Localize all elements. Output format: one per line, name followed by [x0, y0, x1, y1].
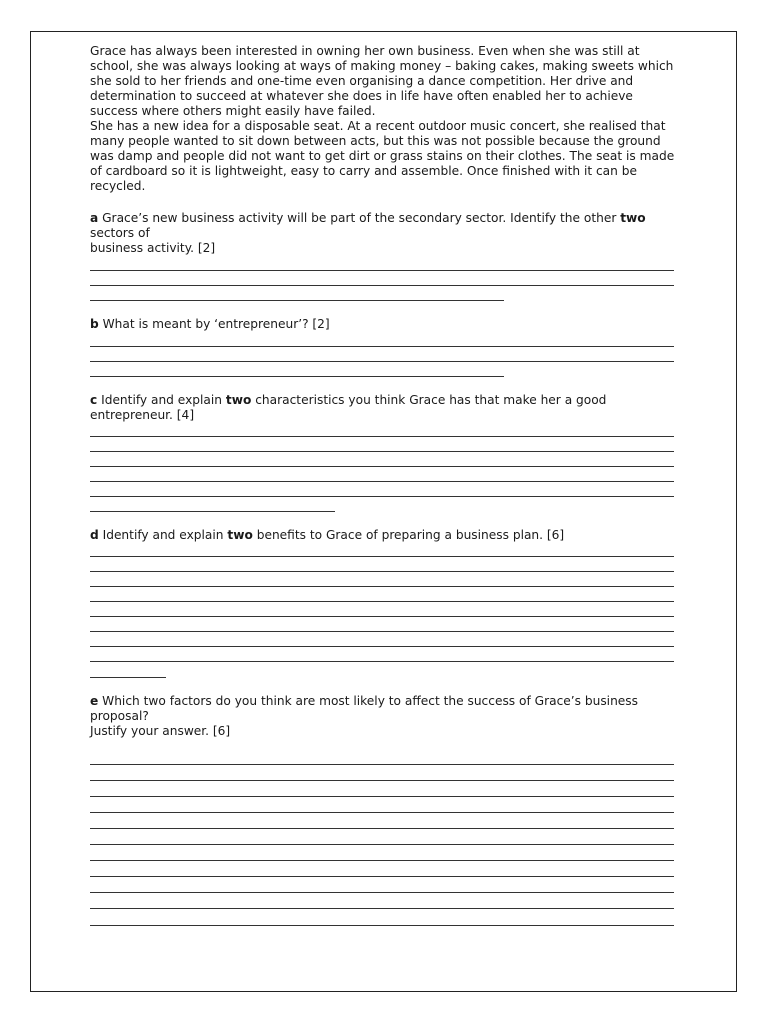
- question-letter: b: [90, 317, 99, 331]
- answer-line[interactable]: [90, 496, 674, 497]
- question-text: sectors of: [90, 226, 150, 240]
- question-emphasis: two: [225, 393, 252, 407]
- answer-line[interactable]: [90, 285, 674, 286]
- answer-line[interactable]: [90, 556, 674, 557]
- answer-line[interactable]: [90, 346, 674, 347]
- answer-line[interactable]: [90, 436, 674, 437]
- intro-text: [90, 44, 680, 194]
- question-text-line2: business activity. [2]: [90, 241, 216, 255]
- question-d: [90, 528, 680, 543]
- question-a: [90, 211, 680, 256]
- answer-line[interactable]: [90, 571, 674, 572]
- intro-paragraph-2: She has a new idea for a disposable seat. At a recent outdoor music concert, she realised that many people wanted to sit down between acts, but this was not possible because the ground was damp and people did not want to get dirt or grass stains on their clothes. The seat is made of cardboard so it is lightweight, easy to carry and assemble. Once finished with it can be recycled.: [90, 119, 675, 193]
- answer-line[interactable]: [90, 646, 674, 647]
- answer-line[interactable]: [90, 677, 166, 678]
- answer-line[interactable]: [90, 601, 674, 602]
- question-text: Identify and explain: [98, 528, 228, 542]
- question-text: Identify and explain: [97, 393, 226, 407]
- question-emphasis: two: [620, 211, 646, 225]
- answer-line[interactable]: [90, 844, 674, 845]
- answer-line[interactable]: [90, 860, 674, 861]
- answer-line[interactable]: [90, 511, 335, 512]
- question-b: [90, 317, 680, 332]
- question-text: Which two factors do you think are most likely to affect the success of Grace’s business proposal?: [90, 694, 638, 723]
- question-letter: a: [90, 211, 99, 225]
- question-letter: e: [90, 694, 99, 708]
- answer-line[interactable]: [90, 270, 674, 271]
- question-text: benefits to Grace of preparing a business plan. [6]: [252, 528, 565, 542]
- answer-line[interactable]: [90, 466, 674, 467]
- question-text: Grace’s new business activity will be part of the secondary sector. Identify the other: [98, 211, 621, 225]
- question-text: What is meant by ‘entrepreneur’? [2]: [98, 317, 330, 331]
- answer-line[interactable]: [90, 892, 674, 893]
- question-e: [90, 694, 680, 739]
- answer-line[interactable]: [90, 764, 674, 765]
- answer-line[interactable]: [90, 300, 504, 301]
- question-text-line2: Justify your answer. [6]: [90, 724, 231, 738]
- answer-line[interactable]: [90, 631, 674, 632]
- answer-line[interactable]: [90, 876, 674, 877]
- question-text: characteristics you think Grace has that make her a good entrepreneur. [4]: [90, 393, 607, 422]
- intro-paragraph-1: Grace has always been interested in owning her own business. Even when she was still at school, she was always looking at ways of making money – baking cakes, making sweets which she sold to her friends and one-time even organising a dance competition. Her drive and determination to succeed at whatever she does in life have often enabled her to achieve success where others might easily have failed.: [90, 44, 674, 118]
- answer-line[interactable]: [90, 812, 674, 813]
- answer-line[interactable]: [90, 828, 674, 829]
- answer-line[interactable]: [90, 361, 674, 362]
- question-letter: c: [90, 393, 98, 407]
- answer-line[interactable]: [90, 481, 674, 482]
- question-c: [90, 393, 680, 423]
- answer-line[interactable]: [90, 925, 674, 926]
- answer-line[interactable]: [90, 661, 674, 662]
- answer-line[interactable]: [90, 908, 674, 909]
- question-emphasis: two: [227, 528, 253, 542]
- answer-line[interactable]: [90, 451, 674, 452]
- answer-line[interactable]: [90, 796, 674, 797]
- question-letter: d: [90, 528, 99, 542]
- answer-line[interactable]: [90, 586, 674, 587]
- answer-line[interactable]: [90, 616, 674, 617]
- answer-line[interactable]: [90, 376, 504, 377]
- answer-line[interactable]: [90, 780, 674, 781]
